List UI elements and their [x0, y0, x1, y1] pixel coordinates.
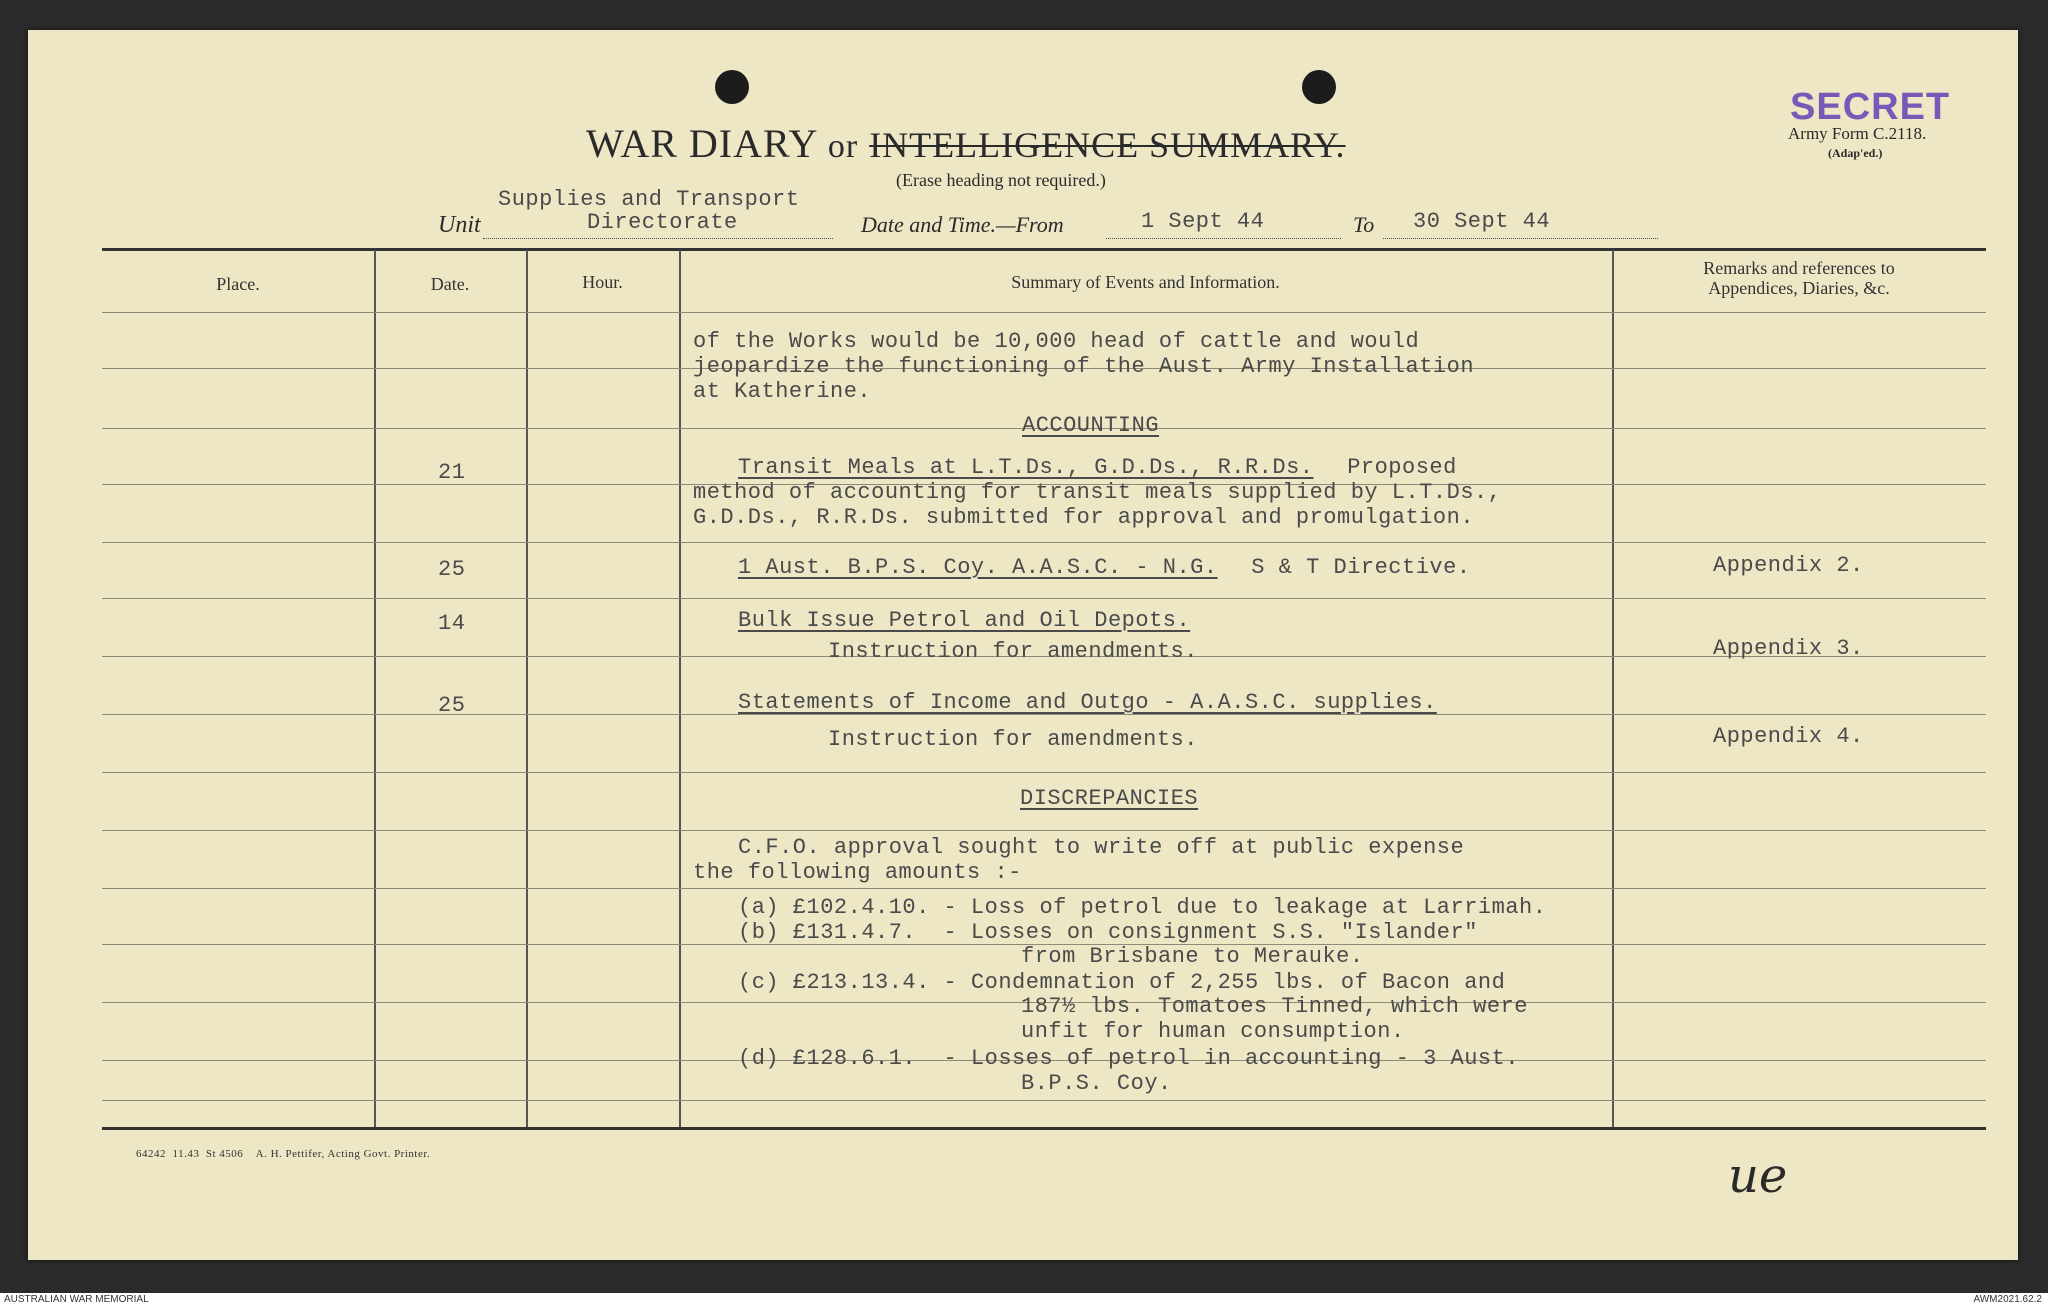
secret-stamp: SECRET: [1790, 86, 1951, 128]
entry-14-title: Bulk Issue Petrol and Oil Depots.: [738, 608, 1191, 633]
continued-line-2: jeopardize the functioning of the Aust. Army Installation: [693, 354, 1475, 379]
col-divider-hour: [679, 250, 681, 1127]
entry-25b-title: Statements of Income and Outgo - A.A.S.C. supplies.: [738, 690, 1437, 715]
column-remarks-1: Remarks and references to: [1703, 258, 1895, 278]
title-or: or: [827, 128, 859, 165]
archive-id: AWM2021.62.2: [1973, 1294, 2042, 1305]
continued-line-1: of the Works would be 10,000 head of cattle and would: [693, 329, 1420, 354]
from-dotted-line: [1106, 238, 1341, 239]
to-dotted-line: [1383, 238, 1658, 239]
discrepancy-c-line-1: (c) £213.13.4. - Condemnation of 2,255 lbs. of Bacon and: [738, 970, 1506, 995]
punch-hole-right: [1302, 70, 1336, 104]
diary-sheet: [28, 30, 2018, 1260]
entry-14-date: 14: [438, 611, 466, 636]
discrepancy-c-line-3: unfit for human consumption.: [1021, 1019, 1405, 1044]
column-date: Date.: [430, 274, 470, 294]
entry-25a-remark: Appendix 2.: [1713, 553, 1864, 578]
discrepancy-b-line-2: from Brisbane to Merauke.: [1021, 944, 1364, 969]
entry-25a-date: 25: [438, 557, 466, 582]
discrepancy-a: (a) £102.4.10. - Loss of petrol due to leakage at Larrimah.: [738, 895, 1547, 920]
column-hour: Hour.: [582, 272, 623, 292]
discrepancy-c-line-2: 187½ lbs. Tomatoes Tinned, which were: [1021, 994, 1528, 1019]
table-top-rule: [102, 248, 1986, 251]
from-date: 1 Sept 44: [1141, 209, 1265, 234]
col-divider-date: [526, 250, 528, 1127]
entry-21-line-2: method of accounting for transit meals supplied by L.T.Ds.,: [693, 480, 1502, 505]
erase-note: (Erase heading not required.): [896, 170, 1106, 190]
discrepancies-heading: DISCREPANCIES: [1020, 786, 1199, 811]
entry-25b-remark: Appendix 4.: [1713, 724, 1864, 749]
column-remarks-2: Appendices, Diaries, &c.: [1708, 278, 1890, 298]
entry-21-date: 21: [438, 460, 466, 485]
archive-label: AUSTRALIAN WAR MEMORIAL: [4, 1294, 149, 1305]
entry-21-line-3: G.D.Ds., R.R.Ds. submitted for approval and promulgation.: [693, 505, 1475, 530]
title-struck: INTELLIGENCE SUMMARY.: [869, 125, 1346, 165]
punch-hole-left: [715, 70, 749, 104]
unit-line-2: Directorate: [587, 210, 738, 235]
entry-25a-line: [738, 555, 1471, 580]
entry-21-title: Transit Meals at L.T.Ds., G.D.Ds., R.R.Ds.: [738, 455, 1314, 480]
entry-25b-line-2: Instruction for amendments.: [828, 727, 1198, 752]
entry-21-line-1: [738, 455, 1457, 480]
entry-25b-date: 25: [438, 693, 466, 718]
army-form-number: Army Form C.2118.: [1788, 124, 1927, 143]
handwritten-initials: ue: [1728, 1148, 1788, 1204]
entry-14-line-2: Instruction for amendments.: [828, 639, 1198, 664]
continued-line-3: at Katherine.: [693, 379, 872, 404]
table-bottom-rule: [102, 1127, 1986, 1130]
entry-25a-title: 1 Aust. B.P.S. Coy. A.A.S.C. - N.G.: [738, 555, 1218, 580]
discrepancy-d-line-2: B.P.S. Coy.: [1021, 1071, 1172, 1096]
date-time-label: Date and Time.—From: [861, 212, 1064, 237]
discrepancies-intro-2: the following amounts :-: [693, 860, 1022, 885]
page-title: [586, 120, 1346, 167]
discrepancy-d-line-1: (d) £128.6.1. - Losses of petrol in accounting - 3 Aust.: [738, 1046, 1520, 1071]
unit-label: Unit: [438, 212, 481, 238]
col-divider-summary: [1612, 250, 1614, 1127]
accounting-heading: ACCOUNTING: [1022, 413, 1160, 438]
unit-line-1: Supplies and Transport: [498, 187, 800, 212]
discrepancies-intro-1: C.F.O. approval sought to write off at public expense: [738, 835, 1465, 860]
unit-dotted-line: [483, 238, 833, 239]
discrepancy-b-line-1: (b) £131.4.7. - Losses on consignment S.S. "Islander": [738, 920, 1478, 945]
entry-21-rest: Proposed: [1347, 455, 1457, 480]
column-place: Place.: [216, 274, 260, 294]
entry-14-remark: Appendix 3.: [1713, 636, 1864, 661]
to-date: 30 Sept 44: [1413, 209, 1551, 234]
column-summary: Summary of Events and Information.: [1011, 272, 1280, 292]
archive-bar: [0, 1293, 2048, 1307]
to-label: To: [1353, 212, 1375, 237]
printer-imprint: 64242 11.43 St 4506 A. H. Pettifer, Acting Govt. Printer.: [136, 1148, 431, 1160]
adapted-note: (Adap'ed.): [1828, 146, 1883, 160]
entry-25a-rest: S & T Directive.: [1251, 555, 1471, 580]
col-divider-place: [374, 250, 376, 1127]
title-war-diary: WAR DIARY: [586, 121, 817, 166]
